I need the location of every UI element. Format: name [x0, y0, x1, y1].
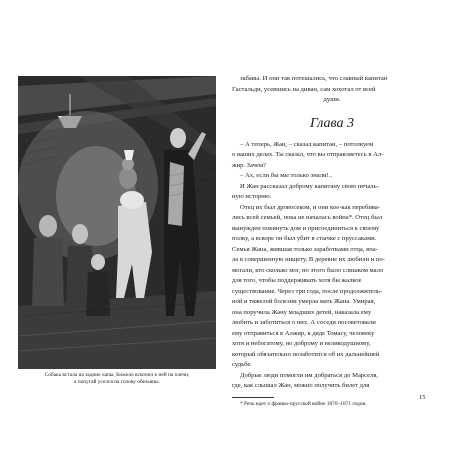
text-line-6: ную историю.: [232, 193, 272, 200]
footnote-rule: [232, 397, 274, 398]
caption-line-2: а попугай уселся на голову обезьяны.: [73, 379, 161, 385]
text-line-11: Семья Жана, жившая только заработками отца, впа-: [232, 245, 378, 253]
intro-line-2: Гастальди, усевшись на диван, сам хохотал от всей: [232, 85, 376, 93]
intro-line-3: души.: [323, 96, 341, 103]
intro-line-1: забавы. И они так потешались, что славный капитан: [240, 75, 388, 82]
text-line-9: вынужден покинуть дом и присоединиться к своему: [232, 224, 380, 232]
caption-line-1: Собака встала на задние лапы, Бижоло вскочил к ней на плечи,: [44, 372, 190, 378]
text-line-14: для того, чтобы поддерживать хотя бы жалкое: [232, 277, 362, 284]
page-number: 15: [419, 394, 426, 401]
illustration-caption: [18, 372, 216, 386]
text-line-22: судьбе.: [232, 361, 252, 368]
text-line-10: полку, а вскоре он был убит в стычке с пруссаками.: [232, 235, 377, 242]
text-line-18: любить и заботиться о них. А соседи посоветовали: [232, 319, 376, 326]
chapter-title: Глава 3: [310, 115, 354, 131]
text-line-20: хотя и небогатому, но доброму и великодушному,: [232, 340, 371, 347]
text-line-12: ла в совершенную нищету. В деревне их любили и по-: [232, 256, 385, 263]
engraving-picture: [18, 76, 216, 369]
right-page-text: [232, 74, 432, 408]
text-line-13: могали, кто сколько мог, но этого было слишком мало: [232, 266, 384, 274]
text-line-3: жир. Зачем?: [232, 161, 266, 169]
text-line-21: который обязательно позаботится об их дальнейшей: [232, 350, 380, 358]
text-line-5: И Жан рассказал доброму капитану свою печаль-: [240, 182, 379, 190]
engraving-illustration: [18, 76, 216, 369]
text-line-15: существование. Через три года, после продолжитель-: [232, 287, 383, 295]
text-line-19: ему отправиться в Алжир, к дяде Томасу, человеку: [232, 329, 375, 337]
text-line-24: где, как слышал Жан, можно получить билет для: [232, 382, 370, 389]
text-line-17: она поручила Жану младших детей, наказала ему: [232, 308, 372, 316]
text-line-7: Отец их был дровосеком, и они кое-как перебива-: [240, 203, 381, 211]
text-line-1: – А теперь, Жан, – сказал капитан, – потолкуем: [240, 140, 374, 148]
text-line-23: Добрые люди помогли им добраться до Марселя,: [240, 371, 379, 379]
text-line-4: – Ах, если бы мы только знали!..: [240, 172, 333, 179]
text-line-16: ной и тяжелой болезни умерла мать Жана. Умирая,: [232, 298, 376, 305]
text-line-2: о ваших делах. Ты сказал, что вы отправляетесь в Ал-: [232, 151, 384, 158]
text-line-8: лись всей семьей, пока не началась война*. Отец был: [232, 214, 383, 221]
footnote: * Речь идет о франко-прусской войне 1870–1871 годов.: [240, 400, 367, 407]
